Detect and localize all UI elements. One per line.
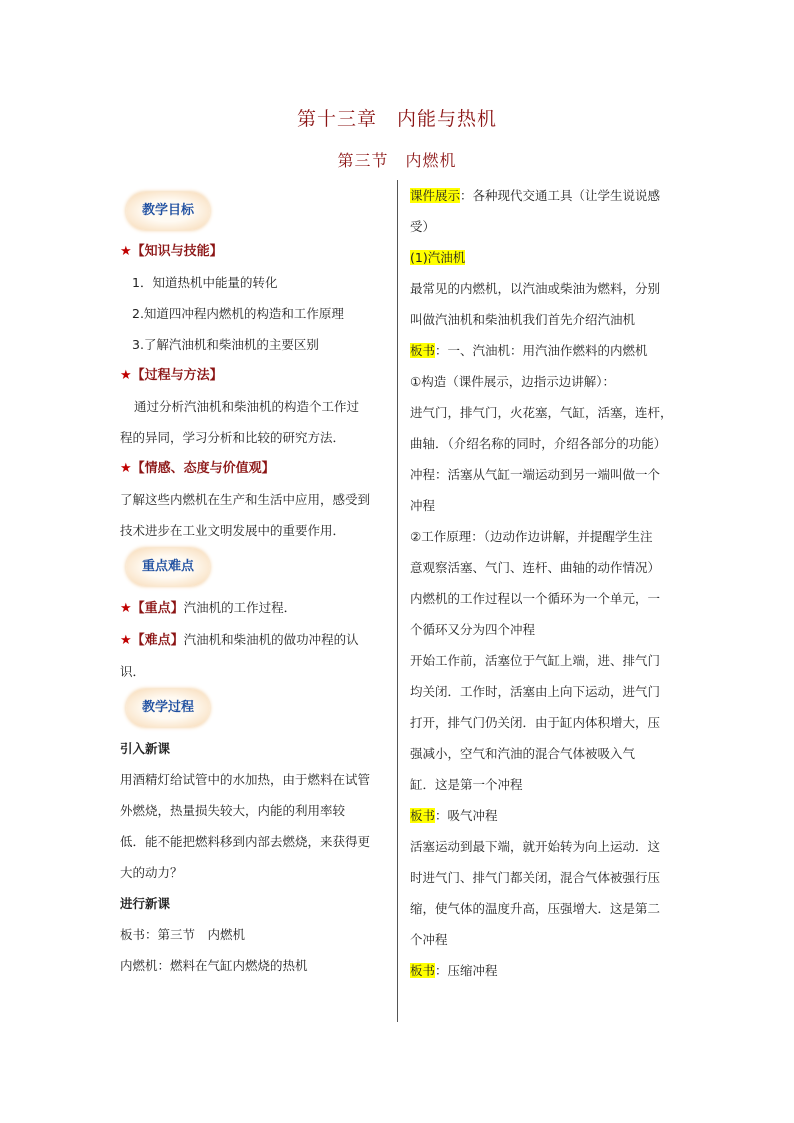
teaching-goals-badge: 教学目标 (126, 192, 210, 230)
board-label: 板书 (410, 963, 436, 978)
gasoline-engine-heading: (1)汽油机 (410, 250, 466, 265)
structure-line: ①构造（课件展示，边指示边讲解）： (410, 374, 615, 389)
paragraph-line: 冲程 (410, 498, 436, 513)
intro-heading: 引入新课 (120, 741, 171, 756)
courseware-line: 课件展示：各种现代交通工具（让学生说说感 (410, 188, 661, 203)
right-column (410, 180, 678, 986)
courseware-label: 课件展示 (410, 188, 461, 203)
paragraph-line: 活塞运动到最下端，就开始转为向上运动．这 (410, 839, 661, 854)
intro-line: 外燃烧，热量损失较大，内能的利用率较 (120, 803, 346, 818)
method-line: 通过分析汽油机和柴油机的构造个工作过 (134, 399, 360, 414)
board-label: 板书 (410, 343, 436, 358)
paragraph-line: 时进气门、排气门都关闭，混合气体被强行压 (410, 870, 661, 885)
left-column (120, 190, 388, 981)
paragraph-line: 个循环又分为四个冲程 (410, 622, 536, 637)
new-lesson-heading: 进行新课 (120, 896, 171, 911)
paragraph-line: 曲轴．（介绍名称的同时，介绍各部分的功能） (410, 436, 667, 451)
key-point: ★【重点】汽油机的工作过程． (120, 600, 297, 616)
paragraph-line: 最常见的内燃机，以汽油或柴油为燃料，分别 (410, 281, 661, 296)
emotion-line: 了解这些内燃机在生产和生活中应用，感受到 (120, 492, 371, 507)
paragraph-line: 内燃机的工作过程以一个循环为一个单元，一 (410, 591, 661, 606)
goal-item: 2.知道四冲程内燃机的构造和工作原理 (132, 306, 344, 321)
paragraph-line: 叫做汽油机和柴油机我们首先介绍汽油机 (410, 312, 636, 327)
paragraph-line: 打开，排气门仍关闭．由于缸内体积增大，压 (410, 715, 661, 730)
star-icon: ★ (120, 633, 132, 648)
star-icon: ★ (120, 244, 132, 259)
board-note: 板书：压缩冲程 (410, 963, 498, 978)
difficult-point-cont: 识． (120, 664, 146, 679)
board-line: 板书：第三节 内燃机 (120, 927, 246, 942)
paragraph-line: 冲程：活塞从气缸一端运动到另一端叫做一个 (410, 467, 661, 482)
paragraph-line: 意观察活塞、气门、连杆、曲轴的动作情况） (410, 560, 661, 575)
method-line: 程的异同，学习分析和比较的研究方法． (120, 430, 346, 445)
teaching-process-badge: 教学过程 (126, 689, 210, 727)
courseware-line-cont: 受） (410, 219, 436, 234)
paragraph-line: 个冲程 (410, 932, 448, 947)
paragraph-line: 缩，使气体的温度升高，压强增大．这是第二 (410, 901, 661, 916)
column-divider (397, 180, 398, 1022)
board-label: 板书 (410, 808, 436, 823)
star-icon: ★ (120, 368, 132, 383)
paragraph-line: 均关闭．工作时，活塞由上向下运动，进气门 (410, 684, 661, 699)
chapter-title: 第十三章 内能与热机 (296, 108, 497, 130)
star-icon: ★ (120, 461, 132, 476)
star-icon: ★ (120, 601, 132, 616)
paragraph-line: 强减小，空气和汽油的混合气体被吸入气 (410, 746, 636, 761)
board-note: 板书：吸气冲程 (410, 808, 498, 823)
intro-line: 低．能不能把燃料移到内部去燃烧，来获得更 (120, 834, 371, 849)
emotion-values-heading: ★【情感、态度与价值观】 (120, 461, 275, 476)
paragraph-line: 缸．这是第一个冲程 (410, 777, 523, 792)
goal-item: 1．知道热机中能量的转化 (132, 275, 278, 290)
intro-line: 用酒精灯给试管中的水加热，由于燃料在试管 (120, 772, 371, 787)
key-difficult-badge: 重点难点 (126, 548, 210, 586)
knowledge-skills-heading: ★【知识与技能】 (120, 244, 223, 259)
section-title: 第三节 内燃机 (337, 151, 457, 170)
process-method-heading: ★【过程与方法】 (120, 368, 223, 383)
paragraph-line: 进气门，排气门，火花塞，气缸，活塞，连杆， (410, 405, 673, 420)
goal-item: 3.了解汽油机和柴油机的主要区别 (132, 337, 319, 352)
paragraph-line: 开始工作前，活塞位于气缸上端，进、排气门 (410, 653, 661, 668)
definition-line: 内燃机：燃料在气缸内燃烧的热机 (120, 958, 308, 973)
board-note: 板书：一、汽油机：用汽油作燃料的内燃机 (410, 343, 648, 358)
emotion-line: 技术进步在工业文明发展中的重要作用． (120, 523, 346, 538)
difficult-point: ★【难点】汽油机和柴油机的做功冲程的认 (120, 632, 359, 648)
paragraph-line: ②工作原理：（边动作边讲解，并提醒学生注 (410, 529, 653, 544)
intro-line: 大的动力？ (120, 865, 183, 880)
